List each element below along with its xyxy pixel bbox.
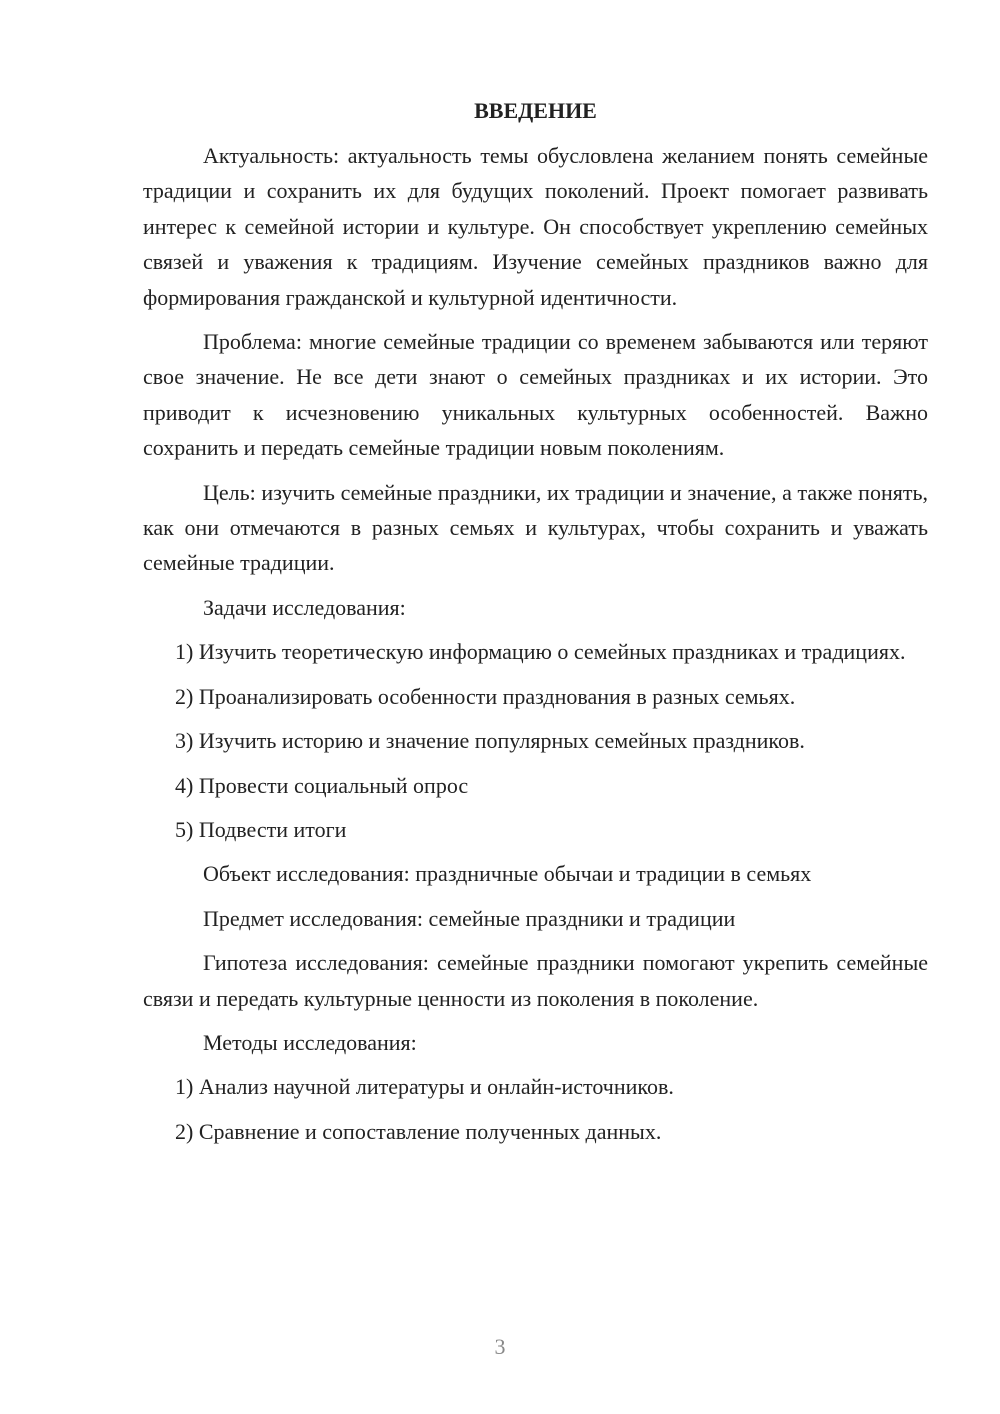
problem-paragraph: Проблема: многие семейные традиции со временем забываются или теряют свое значение. Не все дети знают о семейных праздниках и их истории. Это приводит к исчезновению уникальных культурных особенностей. Важно сохранить и передать семейные традиции новым поколениям. xyxy=(143,329,928,461)
task-item: 3) Изучить историю и значение популярных семейных праздников. xyxy=(175,728,805,754)
task-item: 2) Проанализировать особенности празднования в разных семьях. xyxy=(175,683,796,709)
hypothesis-paragraph: Гипотеза исследования: семейные праздники помогают укрепить семейные связи и передать культурные ценности из поколения в поколение. xyxy=(143,950,928,1011)
task-item: 5) Подвести итоги xyxy=(175,816,347,842)
page-content xyxy=(143,93,928,1149)
section-title: ВВЕДЕНИЕ xyxy=(474,98,597,123)
relevance-paragraph: Актуальность: актуальность темы обусловлена желанием понять семейные традиции и сохранить их для будущих поколений. Проект помогает развивать интерес к семейной истории и культуре. Он способствует укреплению семейных связей и уважения к традициям. Изучение семейных праздников важно для формирования гражданской и культурной идентичности. xyxy=(143,143,928,310)
tasks-heading: Задачи исследования: xyxy=(203,594,406,620)
object-paragraph: Объект исследования: праздничные обычаи и традиции в семьях xyxy=(203,861,812,887)
goal-paragraph: Цель: изучить семейные праздники, их традиции и значение, а также понять, как они отмечаются в разных семьях и культурах, чтобы сохранить и уважать семейные традиции. xyxy=(143,479,928,576)
method-item: 1) Анализ научной литературы и онлайн-источников. xyxy=(175,1074,674,1100)
methods-heading: Методы исследования: xyxy=(203,1029,417,1055)
page-number: 3 xyxy=(494,1334,506,1359)
method-item: 2) Сравнение и сопоставление полученных данных. xyxy=(175,1118,662,1144)
task-item: 1) Изучить теоретическую информацию о семейных праздниках и традициях. xyxy=(175,639,906,665)
task-item: 4) Провести социальный опрос xyxy=(175,772,469,798)
subject-paragraph: Предмет исследования: семейные праздники и традиции xyxy=(203,905,736,931)
